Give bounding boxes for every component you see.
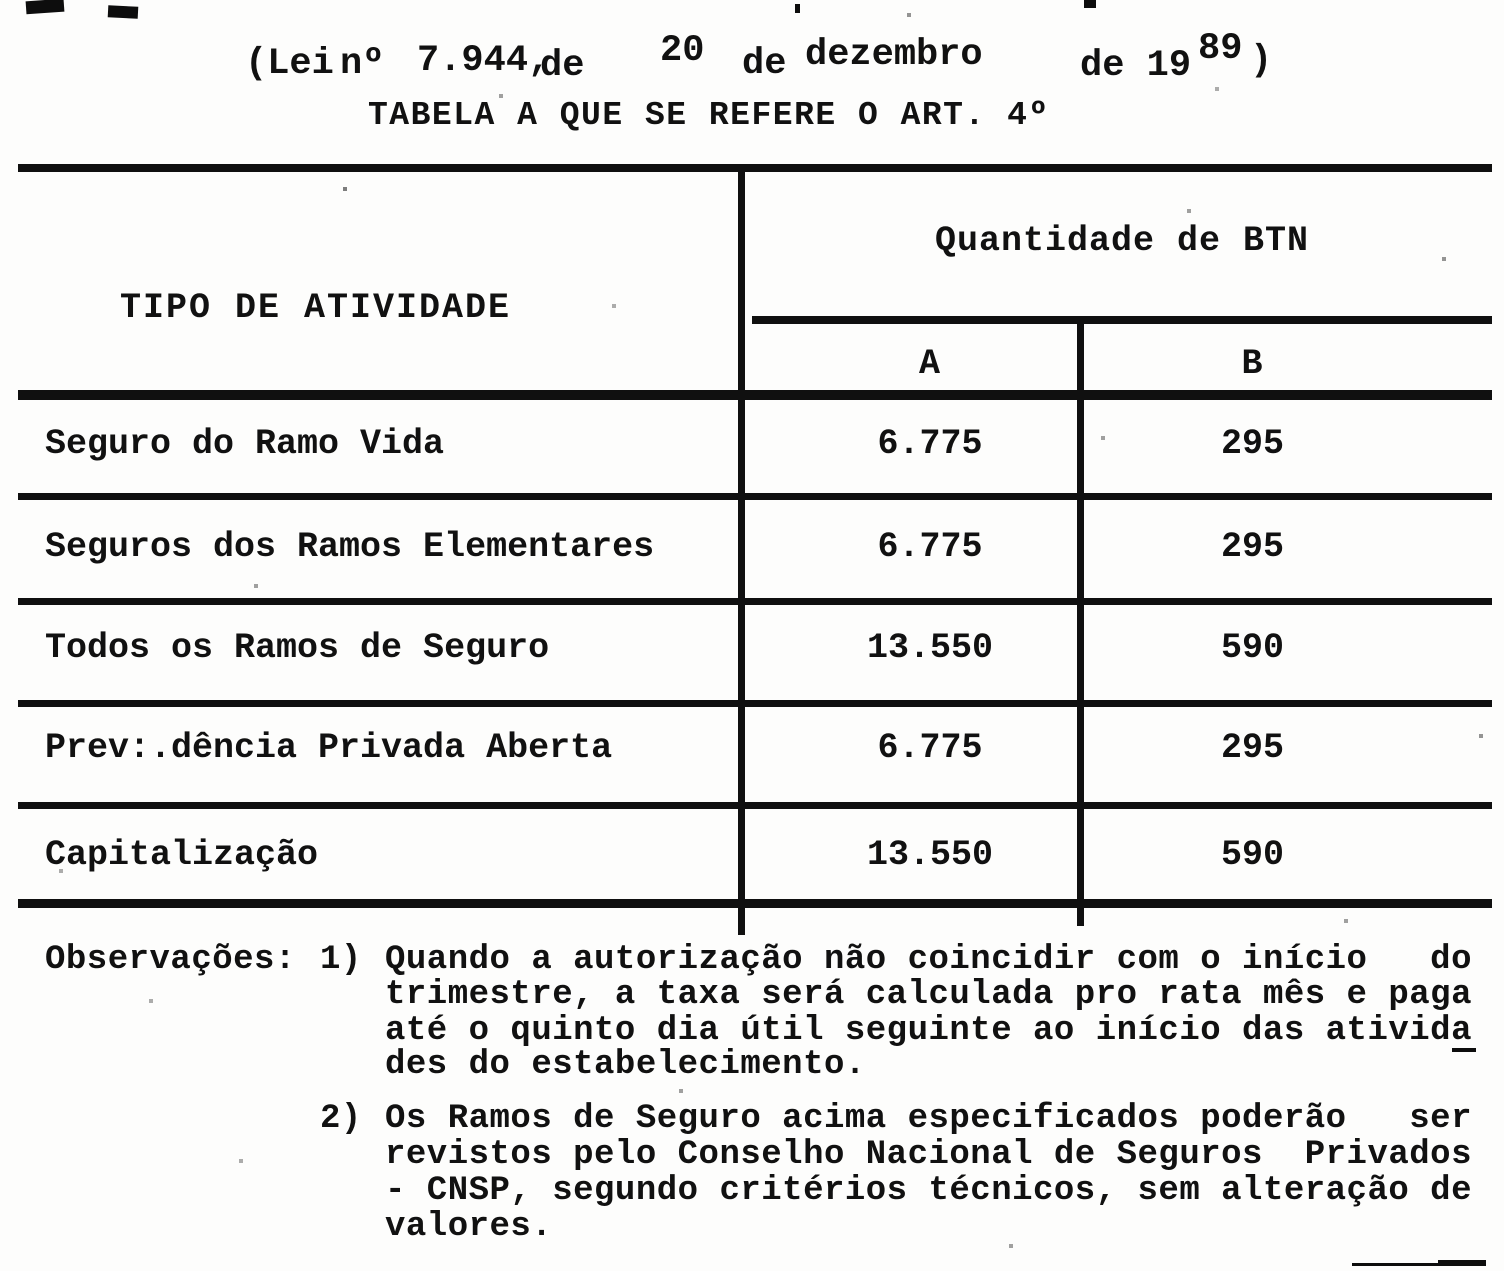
law-prefix: (Lei (245, 43, 334, 85)
column-divider (738, 164, 745, 935)
value-b: 590 (1220, 628, 1284, 668)
value-b: 590 (1220, 835, 1284, 875)
value-a: 6.775 (877, 424, 983, 464)
col-header-b: B (1241, 344, 1264, 384)
scan-artifact (1084, 0, 1096, 8)
observation-line: des do estabelecimento. (385, 1046, 866, 1084)
table-title: TABELA A QUE SE REFERE O ART. 4º (368, 97, 1050, 134)
observation-line: trimestre, a taxa será calculada pro rata mês e paga (385, 976, 1472, 1014)
scan-artifact (26, 0, 65, 14)
law-number: 7.944, (417, 40, 551, 82)
observation-line: - CNSP, segundo critérios técnicos, sem alteração de (385, 1172, 1472, 1210)
header-separator-rule (18, 390, 1492, 400)
col-header-activity: TIPO DE ATIVIDADE (120, 288, 512, 328)
row-separator-rule (18, 802, 1492, 809)
scan-artifact (108, 5, 139, 19)
row-label: Seguro do Ramo Vida (45, 424, 445, 464)
quantity-underline-rule (752, 316, 1492, 324)
table-bottom-rule (18, 899, 1492, 908)
law-month: dezembro (805, 34, 983, 76)
observation-line: revistos pelo Conselho Nacional de Seguros Privados (385, 1136, 1472, 1174)
scan-noise (0, 0, 2, 2)
law-year-suffix: 89 (1198, 28, 1243, 70)
law-day: 20 (660, 30, 705, 72)
law-reference-line (0, 28, 1504, 100)
law-de-year: de 19 (1080, 45, 1192, 87)
value-a: 6.775 (877, 527, 983, 567)
row-label: Capitalização (45, 835, 319, 875)
observation-item-number: 1) (320, 941, 362, 979)
col-header-quantity: Quantidade de BTN (934, 221, 1310, 261)
row-label: Prev:.dência Privada Aberta (45, 728, 613, 768)
value-b: 295 (1220, 424, 1284, 464)
scan-artifact (795, 4, 800, 13)
observations-label: Observações: (45, 941, 296, 979)
law-de-2: de (742, 43, 787, 85)
row-label: Seguros dos Ramos Elementares (45, 527, 655, 567)
law-de-1: de (540, 45, 585, 87)
value-b: 295 (1220, 728, 1284, 768)
table-top-rule (18, 164, 1492, 172)
law-ordinal: nº (340, 43, 385, 85)
row-label: Todos os Ramos de Seguro (45, 628, 550, 668)
value-a: 6.775 (877, 728, 983, 768)
row-separator-rule (18, 700, 1492, 707)
observation-line: Os Ramos de Seguro acima especificados poderão ser (385, 1100, 1472, 1138)
observation-line: valores. (385, 1208, 553, 1246)
observation-line: até o quinto dia útil seguinte ao início das ativida (385, 1012, 1472, 1050)
scan-artifact (1438, 1260, 1486, 1266)
col-header-a: A (918, 344, 941, 384)
observation-item-number: 2) (320, 1100, 362, 1138)
value-a: 13.550 (866, 628, 994, 668)
law-close-paren: ) (1250, 40, 1273, 82)
observation-line: Quando a autorização não coincidir com o início do (385, 941, 1472, 979)
value-a: 13.550 (866, 835, 994, 875)
value-b: 295 (1220, 527, 1284, 567)
row-separator-rule (18, 493, 1492, 500)
row-separator-rule (18, 598, 1492, 605)
